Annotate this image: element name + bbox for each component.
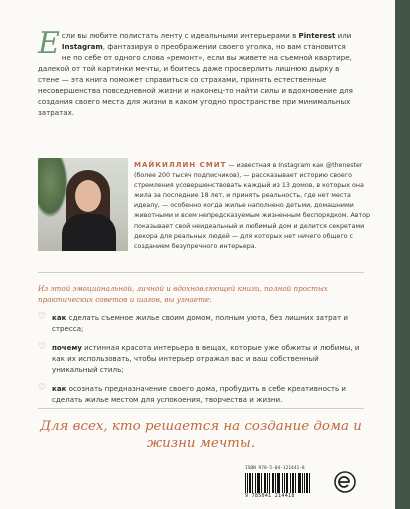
intro-text-2: или bbox=[335, 31, 352, 40]
author-photo bbox=[38, 158, 128, 251]
bullet-text: осознать предназначение своего дома, пробудить в себе креативность и сделать жилье местом для успокоения, творчества и жизни. bbox=[52, 384, 347, 404]
list-item bbox=[38, 342, 366, 375]
cover-spine-edge bbox=[395, 0, 410, 509]
heart-icon: ♡ bbox=[38, 342, 47, 352]
isbn-label: ISBN 978-5-04-121441-8 bbox=[245, 466, 305, 471]
barcode-number: 9 785041 214418 bbox=[245, 493, 295, 499]
bullet-text: истинная красота интерьера в вещах, которые уже обжиты и любимы, и как их использовать, чтобы интерьер отражал вас и ваш собственный уникальный стиль; bbox=[52, 343, 360, 374]
author-name: МАЙКИЛЛИН СМИТ bbox=[134, 161, 227, 169]
list-item bbox=[38, 312, 366, 334]
intro-text-1: сли вы любите полистать ленту с идеальными интерьерами в bbox=[61, 31, 299, 40]
intro-text-3: , фантазируя о преображении своего уголка, но вам становится не по себе от одного слова «ремонт», если вы живете на съемной квартире, далекой от той картинки мечты, и боитесь даже просверлить лишнюю дырку в стене — эта книга поможет справиться со страхами, принять естественные несовершенства повседневной жизни и наконец-то найти силы и вдохновение для создания своего места для жизни в каком угодно пространстве при минимальных затратах. bbox=[38, 42, 353, 117]
heart-icon: ♡ bbox=[38, 383, 47, 393]
divider-top bbox=[38, 272, 364, 273]
bullet-text: сделать съемное жилье своим домом, полным уюта, без лишних затрат и стресса; bbox=[52, 313, 349, 333]
author-bio bbox=[134, 160, 372, 252]
publisher-e-logo-icon bbox=[334, 471, 356, 493]
drop-cap: Е bbox=[38, 26, 60, 61]
list-item bbox=[38, 383, 366, 405]
intro-keyword-pinterest: Pinterest bbox=[298, 31, 336, 40]
benefits-list bbox=[38, 312, 366, 413]
barcode-block bbox=[245, 466, 320, 504]
divider-bottom bbox=[38, 408, 364, 409]
intro-keyword-instagram: Instagram bbox=[61, 42, 103, 51]
heart-icon: ♡ bbox=[38, 312, 47, 322]
bullet-keyword: как bbox=[52, 313, 67, 322]
author-bio-text: — известная в Instagram как @thenester (более 200 тысяч подписчиков), — рассказывает историю своего стремления усовершенствовать каждый из 13 домов, в которых она жила за последние 18 лет, и принять реальность, где нет места идеалу, — особенно когда жилье наполнено детьми, домашними животными и всем непредсказуемым жизненным беспорядком. Автор показывает свой неидеальный и любимый дом и делится секретами декора для реальных людей — для которых нет ничего общего с созданием безупречного интерьера. bbox=[134, 162, 371, 250]
tagline: Для всех, кто решается на создание дома и жизни мечты. bbox=[40, 419, 362, 451]
benefits-intro: Из этой эмоциональной, личной и вдохновляющей книги, полной простых практических советов и шагов, вы узнаете: bbox=[38, 284, 328, 304]
barcode bbox=[245, 473, 320, 493]
bullet-keyword: почему bbox=[52, 343, 82, 352]
intro-paragraph bbox=[38, 26, 356, 118]
bullet-keyword: как bbox=[52, 384, 67, 393]
